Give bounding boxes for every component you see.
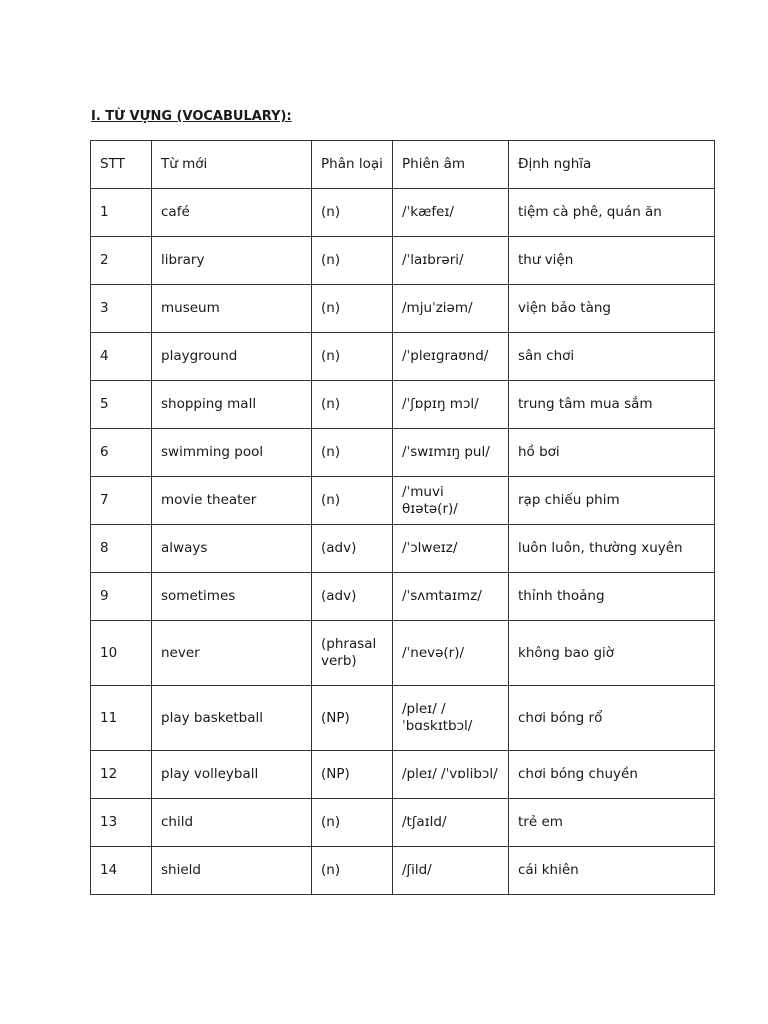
section-heading: I. TỪ VỰNG (VOCABULARY): bbox=[91, 109, 292, 124]
cell-stt: 1 bbox=[91, 189, 152, 237]
header-cell-type: Phân loại bbox=[312, 141, 393, 189]
cell-type: (n) bbox=[312, 477, 393, 525]
table-row bbox=[91, 799, 715, 847]
cell-ipa: /ˈpleɪɡraʊnd/ bbox=[393, 333, 509, 381]
table-row bbox=[91, 477, 715, 525]
cell-definition: chơi bóng chuyền bbox=[509, 751, 715, 799]
cell-ipa: /ˈlaɪbrəri/ bbox=[393, 237, 509, 285]
cell-type: (n) bbox=[312, 189, 393, 237]
header-cell-ipa: Phiên âm bbox=[393, 141, 509, 189]
cell-ipa: /ˈmuvi θɪətə(r)/ bbox=[393, 477, 509, 525]
cell-definition: trẻ em bbox=[509, 799, 715, 847]
table-row bbox=[91, 285, 715, 333]
cell-word: library bbox=[152, 237, 312, 285]
table-row bbox=[91, 847, 715, 895]
cell-type: (n) bbox=[312, 237, 393, 285]
cell-word: playground bbox=[152, 333, 312, 381]
cell-type: (n) bbox=[312, 429, 393, 477]
cell-stt: 8 bbox=[91, 525, 152, 573]
cell-word: play basketball bbox=[152, 686, 312, 751]
cell-word: always bbox=[152, 525, 312, 573]
cell-definition: sân chơi bbox=[509, 333, 715, 381]
cell-word: swimming pool bbox=[152, 429, 312, 477]
cell-type: (n) bbox=[312, 799, 393, 847]
cell-type: (NP) bbox=[312, 751, 393, 799]
cell-word: movie theater bbox=[152, 477, 312, 525]
cell-stt: 14 bbox=[91, 847, 152, 895]
cell-definition: thư viện bbox=[509, 237, 715, 285]
cell-ipa: /ˈkæfeɪ/ bbox=[393, 189, 509, 237]
header-cell-definition: Định nghĩa bbox=[509, 141, 715, 189]
cell-ipa: /ˈswɪmɪŋ pul/ bbox=[393, 429, 509, 477]
cell-definition: rạp chiếu phim bbox=[509, 477, 715, 525]
cell-stt: 6 bbox=[91, 429, 152, 477]
cell-ipa: /tʃaɪld/ bbox=[393, 799, 509, 847]
cell-stt: 7 bbox=[91, 477, 152, 525]
cell-stt: 4 bbox=[91, 333, 152, 381]
cell-definition: trung tâm mua sắm bbox=[509, 381, 715, 429]
table-row bbox=[91, 189, 715, 237]
cell-word: shopping mall bbox=[152, 381, 312, 429]
table-row bbox=[91, 525, 715, 573]
cell-stt: 10 bbox=[91, 621, 152, 686]
cell-stt: 11 bbox=[91, 686, 152, 751]
table-row bbox=[91, 237, 715, 285]
cell-stt: 3 bbox=[91, 285, 152, 333]
cell-word: museum bbox=[152, 285, 312, 333]
cell-stt: 2 bbox=[91, 237, 152, 285]
cell-ipa: /ˈʃɒpɪŋ mɔl/ bbox=[393, 381, 509, 429]
cell-type: (NP) bbox=[312, 686, 393, 751]
cell-word: child bbox=[152, 799, 312, 847]
cell-definition: viện bảo tàng bbox=[509, 285, 715, 333]
cell-type: (n) bbox=[312, 285, 393, 333]
cell-ipa: /pleɪ/ /ˈvɒlibɔl/ bbox=[393, 751, 509, 799]
table-row bbox=[91, 429, 715, 477]
cell-ipa: /mjuˈziəm/ bbox=[393, 285, 509, 333]
table-row bbox=[91, 573, 715, 621]
header-cell-stt: STT bbox=[91, 141, 152, 189]
cell-word: café bbox=[152, 189, 312, 237]
cell-type: (adv) bbox=[312, 525, 393, 573]
cell-type: (adv) bbox=[312, 573, 393, 621]
cell-stt: 9 bbox=[91, 573, 152, 621]
cell-definition: không bao giờ bbox=[509, 621, 715, 686]
table-row bbox=[91, 381, 715, 429]
cell-ipa: /pleɪ/ /ˈbɑskɪtbɔl/ bbox=[393, 686, 509, 751]
cell-definition: tiệm cà phê, quán ăn bbox=[509, 189, 715, 237]
cell-word: shield bbox=[152, 847, 312, 895]
table-row bbox=[91, 333, 715, 381]
cell-definition: hồ bơi bbox=[509, 429, 715, 477]
table-header-row bbox=[91, 141, 715, 189]
cell-definition: cái khiên bbox=[509, 847, 715, 895]
cell-stt: 5 bbox=[91, 381, 152, 429]
header-cell-word: Từ mới bbox=[152, 141, 312, 189]
cell-stt: 13 bbox=[91, 799, 152, 847]
cell-ipa: /ˈnevə(r)/ bbox=[393, 621, 509, 686]
cell-type: (n) bbox=[312, 847, 393, 895]
cell-word: play volleyball bbox=[152, 751, 312, 799]
table-row bbox=[91, 686, 715, 751]
cell-ipa: /ˈɔlweɪz/ bbox=[393, 525, 509, 573]
cell-ipa: /ʃild/ bbox=[393, 847, 509, 895]
cell-word: never bbox=[152, 621, 312, 686]
vocabulary-table bbox=[90, 140, 715, 895]
cell-definition: chơi bóng rổ bbox=[509, 686, 715, 751]
cell-type: (n) bbox=[312, 333, 393, 381]
cell-stt: 12 bbox=[91, 751, 152, 799]
table-row bbox=[91, 751, 715, 799]
table-row bbox=[91, 621, 715, 686]
cell-definition: thỉnh thoảng bbox=[509, 573, 715, 621]
cell-ipa: /ˈsʌmtaɪmz/ bbox=[393, 573, 509, 621]
cell-type: (n) bbox=[312, 381, 393, 429]
cell-word: sometimes bbox=[152, 573, 312, 621]
cell-definition: luôn luôn, thường xuyên bbox=[509, 525, 715, 573]
cell-type: (phrasal verb) bbox=[312, 621, 393, 686]
